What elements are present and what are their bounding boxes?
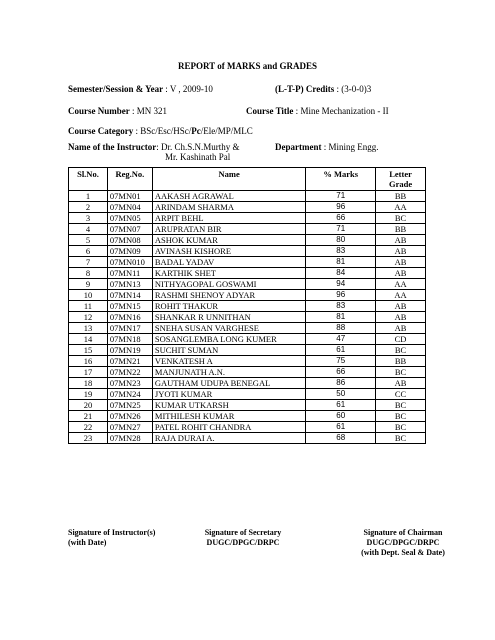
- semester-value: V , 2009-10: [169, 84, 213, 94]
- marks-cell: 71: [306, 191, 376, 202]
- grade-cell: BC: [376, 367, 426, 378]
- name-cell: SUCHIT SUMAN: [152, 345, 305, 356]
- table-row: [69, 301, 426, 312]
- course-category-pre: BSc/Esc/HSc/: [140, 126, 192, 136]
- marks-table: [68, 167, 426, 444]
- name-cell: ASHOK KUMAR: [152, 235, 305, 246]
- sl-no-cell: 7: [69, 257, 108, 268]
- reg-no-cell: 07MN01: [107, 191, 152, 202]
- table-row: [69, 356, 426, 367]
- instructor-line: Name of the Instructor: Dr. Ch.S.N.Murthy &: [68, 142, 240, 152]
- course-number-line: Course Number : MN 321: [68, 106, 168, 116]
- reg-no-cell: 07MN17: [107, 323, 152, 334]
- table-row: [69, 246, 426, 257]
- name-cell: GAUTHAM UDUPA BENEGAL: [152, 378, 305, 389]
- marks-cell: 61: [306, 422, 376, 433]
- sl-no-cell: 18: [69, 378, 108, 389]
- table-row: [69, 334, 426, 345]
- table-row: [69, 235, 426, 246]
- sl-no-cell: 6: [69, 246, 108, 257]
- grade-cell: BC: [376, 400, 426, 411]
- table-header-row: [69, 168, 426, 191]
- table-row: [69, 224, 426, 235]
- grade-cell: AB: [376, 257, 426, 268]
- table-row: [69, 323, 426, 334]
- sl-no-cell: 4: [69, 224, 108, 235]
- secretary-signature-body: DUGC/DPGC/DRPC: [206, 538, 280, 547]
- name-cell: ROHIT THAKUR: [152, 301, 305, 312]
- instructor-signature-date: (with Date): [68, 538, 107, 547]
- sl-no-cell: 10: [69, 290, 108, 301]
- instructor-signature-label: Signature of Instructor(s): [68, 528, 156, 537]
- sl-no-cell: 15: [69, 345, 108, 356]
- marks-cell: 80: [306, 235, 376, 246]
- marks-cell: 83: [306, 301, 376, 312]
- table-row: [69, 378, 426, 389]
- marks-cell: 81: [306, 312, 376, 323]
- name-cell: ARINDAM SHARMA: [152, 202, 305, 213]
- sl-no-cell: 19: [69, 389, 108, 400]
- marks-cell: 83: [306, 246, 376, 257]
- course-number-label: Course Number: [68, 106, 130, 116]
- name-cell: RASHMI SHENOY ADYAR: [152, 290, 305, 301]
- sl-no-cell: 13: [69, 323, 108, 334]
- reg-no-cell: 07MN19: [107, 345, 152, 356]
- sl-no-cell: 2: [69, 202, 108, 213]
- name-cell: SNEHA SUSAN VARGHESE: [152, 323, 305, 334]
- grade-cell: AA: [376, 279, 426, 290]
- instructor-label: Name of the Instructor: [68, 142, 157, 152]
- marks-cell: 84: [306, 268, 376, 279]
- header-marks: % Marks: [306, 168, 376, 191]
- sl-no-cell: 8: [69, 268, 108, 279]
- reg-no-cell: 07MN21: [107, 356, 152, 367]
- name-cell: SHANKAR R UNNITHAN: [152, 312, 305, 323]
- table-row: [69, 191, 426, 202]
- table-row: [69, 345, 426, 356]
- grade-cell: BC: [376, 213, 426, 224]
- grade-cell: AB: [376, 301, 426, 312]
- header-sl-no: Sl.No.: [69, 168, 108, 191]
- grade-cell: AB: [376, 268, 426, 279]
- reg-no-cell: 07MN010: [107, 257, 152, 268]
- name-cell: SOSANGLEMBA LONG KUMER: [152, 334, 305, 345]
- table-row: [69, 290, 426, 301]
- instructor-name-1: Dr. Ch.S.N.Murthy &: [161, 142, 240, 152]
- table-row: [69, 268, 426, 279]
- reg-no-cell: 07MN16: [107, 312, 152, 323]
- reg-no-cell: 07MN07: [107, 224, 152, 235]
- reg-no-cell: 07MN13: [107, 279, 152, 290]
- name-cell: KUMAR UTKARSH: [152, 400, 305, 411]
- grade-cell: BB: [376, 191, 426, 202]
- table-row: [69, 202, 426, 213]
- grade-cell: CC: [376, 389, 426, 400]
- sl-no-cell: 1: [69, 191, 108, 202]
- semester-label: Semester/Session & Year: [68, 84, 163, 94]
- marks-cell: 61: [306, 400, 376, 411]
- reg-no-cell: 07MN25: [107, 400, 152, 411]
- header-letter-grade: Letter Grade: [376, 168, 426, 191]
- course-category-label: Course Category: [68, 126, 134, 136]
- sl-no-cell: 22: [69, 422, 108, 433]
- table-row: [69, 367, 426, 378]
- sl-no-cell: 21: [69, 411, 108, 422]
- sl-no-cell: 3: [69, 213, 108, 224]
- secretary-signature-label: Signature of Secretary: [204, 528, 282, 537]
- name-cell: MITHILESH KUMAR: [152, 411, 305, 422]
- course-category-line: Course Category : BSc/Esc/HSc/Pc/Ele/MP/MLC: [68, 126, 253, 136]
- sl-no-cell: 17: [69, 367, 108, 378]
- reg-no-cell: 07MN15: [107, 301, 152, 312]
- table-row: [69, 400, 426, 411]
- instructor-name-2: Mr. Kashinath Pal: [165, 152, 231, 162]
- grade-cell: BB: [376, 224, 426, 235]
- marks-cell: 75: [306, 356, 376, 367]
- reg-no-cell: 07MN23: [107, 378, 152, 389]
- course-category-post: /Ele/MP/MLC: [200, 126, 253, 136]
- grade-cell: AB: [376, 323, 426, 334]
- chairman-signature-label: Signature of Chairman: [363, 528, 443, 537]
- marks-cell: 71: [306, 224, 376, 235]
- reg-no-cell: 07MN27: [107, 422, 152, 433]
- grade-cell: BC: [376, 433, 426, 444]
- reg-no-cell: 07MN05: [107, 213, 152, 224]
- course-title-line: Course Title : Mine Mechanization - II: [246, 106, 389, 116]
- marks-cell: 61: [306, 345, 376, 356]
- name-cell: MANJUNATH A.N.: [152, 367, 305, 378]
- marks-cell: 96: [306, 202, 376, 213]
- chairman-signature-seal: (with Dept. Seal & Date): [361, 548, 445, 557]
- grade-cell: CD: [376, 334, 426, 345]
- table-row: [69, 312, 426, 323]
- marks-cell: 81: [306, 257, 376, 268]
- reg-no-cell: 07MN26: [107, 411, 152, 422]
- name-cell: NITHYAGOPAL GOSWAMI: [152, 279, 305, 290]
- course-title-label: Course Title: [246, 106, 294, 116]
- grade-cell: AB: [376, 235, 426, 246]
- ltp-value: (3-0-0)3: [341, 84, 372, 94]
- name-cell: VENKATESH A: [152, 356, 305, 367]
- name-cell: JYOTI KUMAR: [152, 389, 305, 400]
- name-cell: RAJA DURAI A.: [152, 433, 305, 444]
- reg-no-cell: 07MN14: [107, 290, 152, 301]
- marks-cell: 96: [306, 290, 376, 301]
- reg-no-cell: 07MN28: [107, 433, 152, 444]
- marks-cell: 66: [306, 213, 376, 224]
- grade-cell: AA: [376, 290, 426, 301]
- marks-cell: 66: [306, 367, 376, 378]
- grade-cell: BC: [376, 411, 426, 422]
- reg-no-cell: 07MN18: [107, 334, 152, 345]
- grade-cell: BC: [376, 422, 426, 433]
- name-cell: KARTHIK SHET: [152, 268, 305, 279]
- chairman-signature-body: DUGC/DPGC/DRPC: [366, 538, 440, 547]
- sl-no-cell: 12: [69, 312, 108, 323]
- table-row: [69, 433, 426, 444]
- reg-no-cell: 07MN11: [107, 268, 152, 279]
- department-line: Department : Mining Engg.: [275, 142, 379, 152]
- table-row: [69, 279, 426, 290]
- sl-no-cell: 9: [69, 279, 108, 290]
- header-reg-no: Reg.No.: [107, 168, 152, 191]
- sl-no-cell: 20: [69, 400, 108, 411]
- table-row: [69, 411, 426, 422]
- table-row: [69, 422, 426, 433]
- marks-cell: 50: [306, 389, 376, 400]
- name-cell: AVINASH KISHORE: [152, 246, 305, 257]
- reg-no-cell: 07MN22: [107, 367, 152, 378]
- sl-no-cell: 23: [69, 433, 108, 444]
- table-row: [69, 257, 426, 268]
- department-label: Department: [275, 142, 322, 152]
- table-row: [69, 213, 426, 224]
- ltp-credits-line: (L-T-P) Credits : (3-0-0)3: [275, 84, 372, 94]
- grade-cell: AB: [376, 246, 426, 257]
- reg-no-cell: 07MN24: [107, 389, 152, 400]
- grade-cell: BC: [376, 345, 426, 356]
- marks-cell: 86: [306, 378, 376, 389]
- semester-line: Semester/Session & Year : V , 2009-10: [68, 84, 213, 94]
- marks-cell: 88: [306, 323, 376, 334]
- name-cell: PATEL ROHIT CHANDRA: [152, 422, 305, 433]
- reg-no-cell: 07MN04: [107, 202, 152, 213]
- name-cell: AAKASH AGRAWAL: [152, 191, 305, 202]
- marks-cell: 47: [306, 334, 376, 345]
- course-title-value: Mine Mechanization - II: [300, 106, 389, 116]
- ltp-label: (L-T-P) Credits: [275, 84, 335, 94]
- course-category-selected: Pc: [191, 126, 201, 136]
- grade-cell: AB: [376, 312, 426, 323]
- marks-cell: 60: [306, 411, 376, 422]
- name-cell: ARPIT BEHL: [152, 213, 305, 224]
- grade-cell: BB: [376, 356, 426, 367]
- sl-no-cell: 14: [69, 334, 108, 345]
- report-title: REPORT of MARKS and GRADES: [177, 61, 318, 71]
- grade-cell: AB: [376, 378, 426, 389]
- name-cell: ARUPRATAN BIR: [152, 224, 305, 235]
- header-name: Name: [152, 168, 305, 191]
- table-row: [69, 389, 426, 400]
- marks-cell: 94: [306, 279, 376, 290]
- department-value: Mining Engg.: [328, 142, 379, 152]
- sl-no-cell: 16: [69, 356, 108, 367]
- grade-cell: AA: [376, 202, 426, 213]
- course-number-value: MN 321: [136, 106, 168, 116]
- sl-no-cell: 5: [69, 235, 108, 246]
- name-cell: BADAL YADAV: [152, 257, 305, 268]
- reg-no-cell: 07MN08: [107, 235, 152, 246]
- marks-cell: 68: [306, 433, 376, 444]
- reg-no-cell: 07MN09: [107, 246, 152, 257]
- sl-no-cell: 11: [69, 301, 108, 312]
